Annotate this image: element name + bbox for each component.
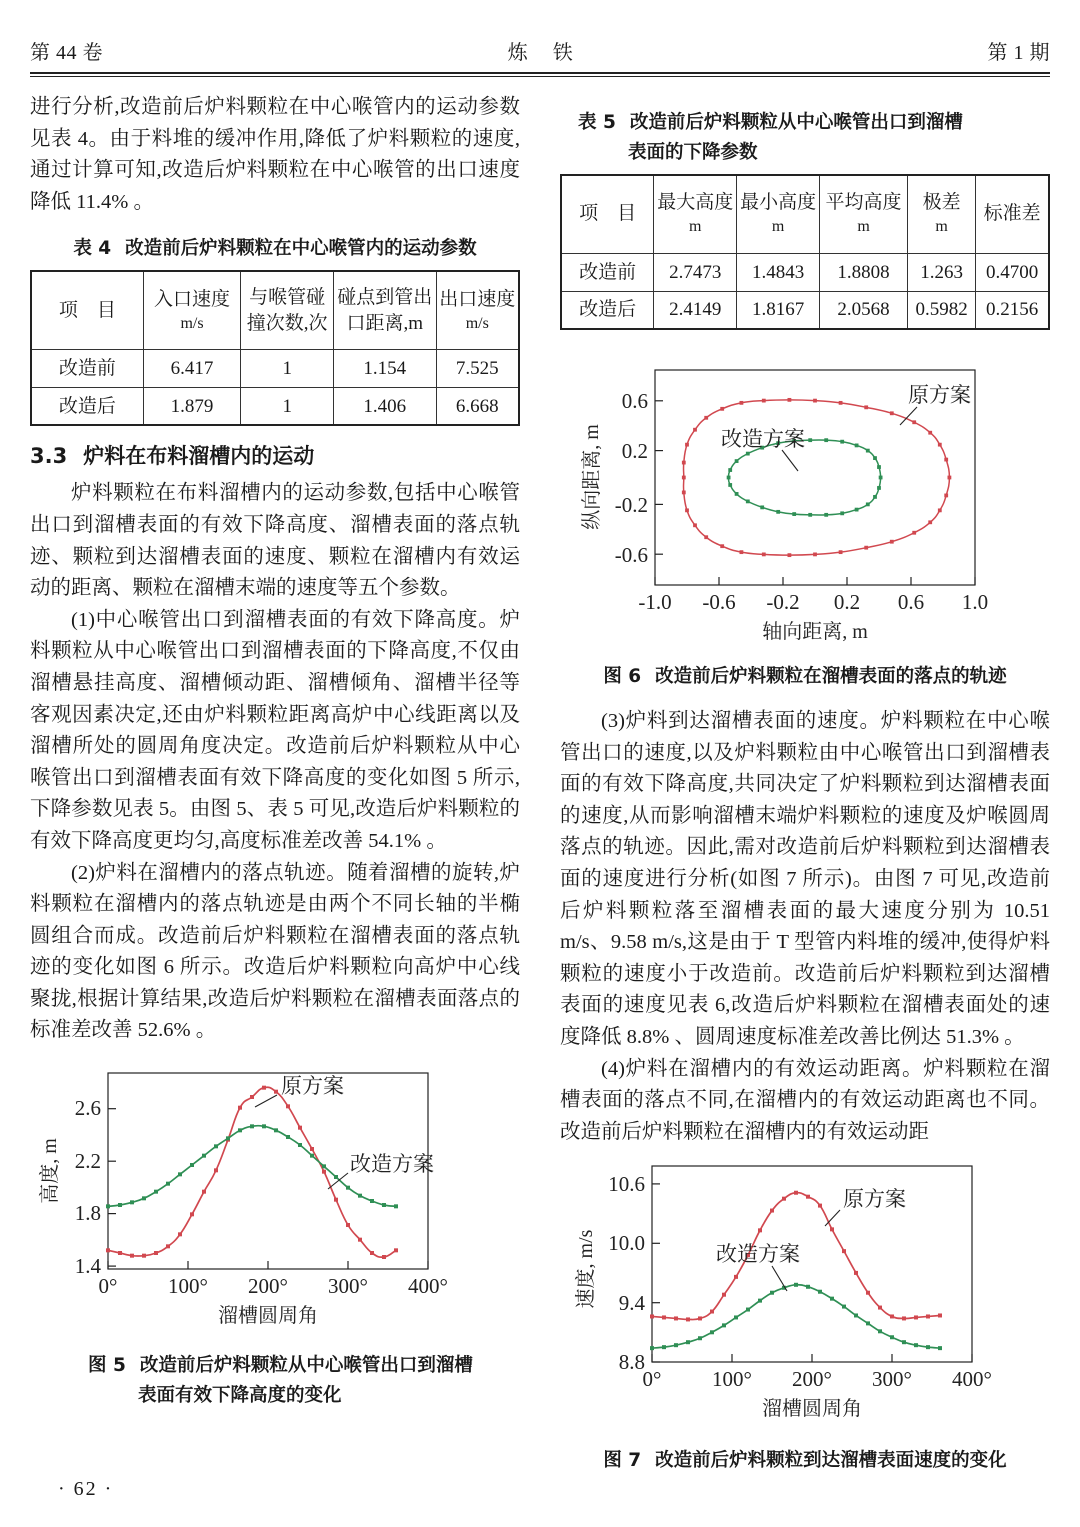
data-point bbox=[770, 1291, 774, 1295]
data-point bbox=[214, 1168, 218, 1172]
data-point bbox=[720, 544, 724, 548]
table4-col-distance: 碰点到管出 口距离,m bbox=[334, 271, 436, 349]
figure6-xtick-0-2: 0.2 bbox=[833, 590, 861, 614]
data-point bbox=[286, 1104, 290, 1108]
cell-value: 1.263 bbox=[907, 253, 975, 291]
figure6-y-axis-label: 纵向距离, m bbox=[581, 424, 603, 530]
figure5-caption bbox=[30, 1351, 520, 1411]
data-point bbox=[890, 1315, 894, 1319]
data-point bbox=[808, 513, 812, 517]
data-point bbox=[238, 1106, 242, 1110]
data-point bbox=[250, 1095, 254, 1099]
table5-col-std-dev: 标准差 bbox=[976, 175, 1049, 253]
data-point bbox=[782, 1197, 786, 1201]
data-point bbox=[674, 1343, 678, 1347]
table-4 bbox=[30, 270, 520, 426]
table5-header-row bbox=[561, 175, 1049, 253]
data-point bbox=[873, 495, 877, 499]
data-point bbox=[226, 1136, 230, 1140]
figure5-xtick-0: 0° bbox=[98, 1274, 118, 1299]
figure7-xtick-300: 300° bbox=[872, 1367, 912, 1392]
cell-value: 2.4149 bbox=[654, 291, 737, 329]
data-point bbox=[274, 1128, 278, 1132]
paragraph-continuation: 进行分析,改造前后炉料颗粒在中心喉管内的运动参数见表 4。由于料堆的缓冲作用,降低了炉料颗粒的速度,通过计算可知,改造后炉料颗粒在中心喉管的出口速度降低 11.4% 。 bbox=[30, 96, 520, 213]
data-point bbox=[298, 1143, 302, 1147]
data-point bbox=[806, 1195, 810, 1199]
cell-value: 1.4843 bbox=[737, 253, 820, 291]
data-point bbox=[788, 553, 792, 557]
data-point bbox=[806, 1285, 810, 1289]
figure5-label-modified: 改造方案 bbox=[350, 1152, 434, 1177]
data-point bbox=[926, 1315, 930, 1319]
data-point bbox=[698, 1337, 702, 1341]
data-point bbox=[262, 1086, 266, 1090]
table4-label: 表 4 bbox=[73, 238, 112, 260]
cell-value: 1.8167 bbox=[737, 291, 820, 329]
figure5-xtick-100: 100° bbox=[168, 1274, 208, 1299]
data-point bbox=[830, 1297, 834, 1301]
cell-item: 改造后 bbox=[31, 387, 143, 425]
data-point bbox=[760, 505, 764, 509]
data-point bbox=[864, 405, 868, 409]
data-point bbox=[788, 398, 792, 402]
figure-7 bbox=[560, 1154, 1050, 1476]
data-point bbox=[710, 1310, 714, 1314]
table5-col-item: 项 目 bbox=[561, 175, 654, 253]
data-point bbox=[928, 520, 932, 524]
data-point bbox=[310, 1147, 314, 1151]
data-point bbox=[238, 1128, 242, 1132]
data-point bbox=[948, 476, 952, 480]
data-point bbox=[866, 449, 870, 453]
data-point bbox=[166, 1244, 170, 1248]
figure6-label: 图 6 bbox=[603, 666, 642, 687]
data-point bbox=[686, 1318, 690, 1322]
data-point bbox=[154, 1251, 158, 1255]
paragraph-item-3: (3)炉料到达溜槽表面的速度。炉料颗粒在中心喉管出口的速度,以及炉料颗粒由中心喉管出口到溜槽表面的有效下降高度,共同决定了炉料颗粒到达溜槽表面的速度,从而影响溜槽末端炉料颗粒的速度及炉喉圆周落点的轨迹。因此,需对改造前后炉料颗粒到达溜槽表面的速度进行分析(如图 7 所示)。由图 7 可见,改造前后炉料颗粒落至溜槽表面的最大速度分别为 10.51 m/s、9.58 m/s,这是由于 T 型管内料堆的缓冲,使得炉料颗粒的速度小于改造前。改造前后炉料颗粒到达溜槽表面的速度见表 6,改造后炉料颗粒在溜槽表面处的速度降低 8.8% 、圆周速度标准差改善比例达 51.3% 。 bbox=[560, 710, 1050, 1048]
data-point bbox=[842, 1305, 846, 1309]
data-point bbox=[685, 443, 689, 447]
data-point bbox=[106, 1204, 110, 1208]
figure7-xtick-400: 400° bbox=[952, 1367, 992, 1392]
cell-value: 1.8808 bbox=[820, 253, 908, 291]
data-point bbox=[818, 1290, 822, 1294]
data-point bbox=[792, 512, 796, 516]
data-point bbox=[154, 1190, 158, 1194]
figure7-label: 图 7 bbox=[603, 1450, 642, 1472]
data-point bbox=[794, 1191, 798, 1195]
cell-value: 6.417 bbox=[143, 349, 241, 387]
data-point bbox=[864, 546, 868, 550]
figure5-x-axis-label: 溜槽圆周角 bbox=[218, 1305, 318, 1328]
figure6-xtick-neg-1-0: -1.0 bbox=[638, 590, 672, 614]
data-point bbox=[854, 1271, 858, 1275]
data-point bbox=[662, 1345, 666, 1349]
data-point bbox=[202, 1190, 206, 1194]
data-point bbox=[298, 1126, 302, 1130]
data-point bbox=[650, 1315, 654, 1319]
header-rule bbox=[30, 72, 1050, 77]
data-point bbox=[866, 502, 870, 506]
data-point bbox=[322, 1164, 326, 1168]
data-point bbox=[346, 1186, 350, 1190]
data-point bbox=[722, 1293, 726, 1297]
data-point bbox=[746, 452, 750, 456]
cell-value: 1.154 bbox=[334, 349, 436, 387]
table4-header-row bbox=[31, 271, 519, 349]
data-point bbox=[938, 443, 942, 447]
data-point bbox=[274, 1090, 278, 1094]
data-point bbox=[762, 552, 766, 556]
figure6-caption bbox=[560, 662, 1050, 692]
cell-value: 2.0568 bbox=[820, 291, 908, 329]
figure6-label-modified: 改造方案 bbox=[721, 427, 805, 451]
table5-label: 表 5 bbox=[578, 112, 616, 133]
data-point bbox=[310, 1154, 314, 1158]
cell-value: 1 bbox=[241, 387, 334, 425]
data-point bbox=[682, 476, 686, 480]
figure5-title-l1: 改造前后炉料颗粒从中心喉管出口到溜槽 bbox=[139, 1355, 473, 1377]
data-point bbox=[662, 1316, 666, 1320]
data-point bbox=[322, 1170, 326, 1174]
figure6-xtick-1-0: 1.0 bbox=[961, 590, 989, 614]
data-point bbox=[382, 1203, 386, 1207]
data-point bbox=[818, 1204, 822, 1208]
data-point bbox=[142, 1196, 146, 1200]
paragraph-item-4: (4)炉料在溜槽内的有效运动距离。炉料颗粒在溜槽表面的落点不同,在溜槽内的有效运动距离也不同。改造前后炉料颗粒在溜槽内的有效运动距 bbox=[560, 1057, 1050, 1143]
table4-col-collisions: 与喉管碰 撞次数,次 bbox=[241, 271, 334, 349]
paragraph-overview: 炉料颗粒在布料溜槽内的运动参数,包括中心喉管出口到溜槽表面的有效下降高度、溜槽表面的落点轨迹、颗粒到达溜槽表面的速度、颗粒在溜槽内有效运动的距离、颗粒在溜槽末端的速度等五个参数。 bbox=[30, 482, 520, 600]
figure7-ytick-10-0: 10.0 bbox=[608, 1231, 645, 1256]
data-point bbox=[890, 540, 894, 544]
data-point bbox=[262, 1124, 266, 1128]
figure7-ytick-9-4: 9.4 bbox=[618, 1291, 645, 1316]
data-point bbox=[840, 511, 844, 515]
data-point bbox=[346, 1223, 350, 1227]
data-point bbox=[794, 1283, 798, 1287]
data-point bbox=[370, 1199, 374, 1203]
data-point bbox=[813, 552, 817, 556]
paragraph-item-2: (2)炉料在溜槽内的落点轨迹。随着溜槽的旋转,炉料颗粒在溜槽内的落点轨迹是由两个不同长轴的半椭圆组合而成。改造前后炉料颗粒在溜槽表面的落点轨迹的变化如图 6 所示。改造后炉料颗粒向高炉中心线聚拢,根据计算结果,改造后炉料颗粒在溜槽表面落点的标准差改善 52.6% 。 bbox=[30, 861, 520, 1042]
data-point bbox=[912, 531, 916, 535]
figure5-ytick-1-4: 1.4 bbox=[74, 1254, 101, 1279]
data-point bbox=[202, 1154, 206, 1158]
table4-col-item: 项 目 bbox=[31, 271, 143, 349]
data-point bbox=[762, 399, 766, 403]
cell-value: 2.7473 bbox=[654, 253, 737, 291]
data-point bbox=[734, 1316, 738, 1320]
data-point bbox=[334, 1198, 338, 1202]
figure6-xtick-neg-0-6: -0.6 bbox=[702, 590, 736, 614]
figure6-ytick-neg-0-2: -0.2 bbox=[614, 493, 648, 517]
data-point bbox=[746, 1308, 750, 1312]
table5-title-l1: 改造前后炉料颗粒从中心喉管出口到溜槽 bbox=[629, 112, 963, 133]
data-point bbox=[878, 1330, 882, 1334]
figure5-plot bbox=[30, 1061, 460, 1341]
figure5-ytick-2-6: 2.6 bbox=[74, 1096, 101, 1121]
data-point bbox=[854, 1314, 858, 1318]
figure7-xtick-100: 100° bbox=[712, 1367, 752, 1392]
cell-value: 1 bbox=[241, 349, 334, 387]
data-point bbox=[840, 440, 844, 444]
data-point bbox=[746, 499, 750, 503]
data-point bbox=[190, 1212, 194, 1216]
section-number: 3.3 bbox=[30, 444, 68, 469]
data-point bbox=[866, 1291, 870, 1295]
figure5-title-l2: 表面有效下降高度的变化 bbox=[138, 1385, 342, 1407]
table-row bbox=[561, 253, 1049, 291]
data-point bbox=[902, 1341, 906, 1345]
data-point bbox=[698, 1317, 702, 1321]
table5-col-max-height: 最大高度 m bbox=[654, 175, 737, 253]
figure7-label-original: 原方案 bbox=[843, 1187, 906, 1212]
data-point bbox=[740, 401, 744, 405]
data-point bbox=[722, 1324, 726, 1328]
data-point bbox=[358, 1238, 362, 1242]
figure6-ytick-neg-0-6: -0.6 bbox=[614, 543, 648, 567]
data-point bbox=[704, 535, 708, 539]
section-title: 炉料在布料溜槽内的运动 bbox=[83, 444, 315, 469]
cell-value: 1.406 bbox=[334, 387, 436, 425]
data-point bbox=[286, 1135, 290, 1139]
figure5-y-axis-label: 高度, m bbox=[39, 1138, 61, 1204]
data-point bbox=[130, 1254, 134, 1258]
figure7-ytick-8-8: 8.8 bbox=[618, 1350, 645, 1375]
data-point bbox=[693, 428, 697, 432]
data-point bbox=[839, 550, 843, 554]
data-point bbox=[944, 494, 948, 498]
data-point bbox=[877, 486, 881, 490]
data-point bbox=[914, 1316, 918, 1320]
table4-title: 改造前后炉料颗粒在中心喉管内的运动参数 bbox=[125, 238, 477, 260]
figure-5 bbox=[30, 1061, 520, 1411]
data-point bbox=[728, 468, 732, 472]
figure-6 bbox=[560, 352, 1050, 692]
figure7-xtick-200: 200° bbox=[792, 1367, 832, 1392]
data-point bbox=[682, 491, 686, 495]
table4-col-inlet-speed: 入口速度 m/s bbox=[143, 271, 241, 349]
figure7-title: 改造前后炉料颗粒到达溜槽表面速度的变化 bbox=[655, 1450, 1007, 1472]
section-heading-3-3 bbox=[30, 440, 520, 470]
data-point bbox=[855, 444, 859, 448]
figure5-xtick-300: 300° bbox=[328, 1274, 368, 1299]
figure7-x-axis-label: 溜槽圆周角 bbox=[762, 1398, 862, 1421]
table4-caption bbox=[30, 234, 520, 264]
cell-value: 1.879 bbox=[143, 387, 241, 425]
table5-title-l2: 表面的下降参数 bbox=[628, 142, 758, 163]
data-point bbox=[824, 438, 828, 442]
data-point bbox=[758, 1299, 762, 1303]
data-point bbox=[842, 1249, 846, 1253]
paragraph-item-1: (1)中心喉管出口到溜槽表面的有效下降高度。炉料颗粒从中心喉管出口到溜槽表面的下降高度,不仅由溜槽悬挂高度、溜槽倾动距、溜槽倾角、溜槽半径等客观因素决定,还由炉料颗粒距离高炉中心线距离以及溜槽所处的圆周角度决定。改造前后炉料颗粒从中心喉管出口到溜槽表面有效下降高度的变化如图 5 所示,下降参数见表 5。由图 5、表 5 可见,改造后炉料颗粒的有效下降高度更均匀,高度标准差改善 54.1% 。 bbox=[30, 608, 520, 852]
table4-col-outlet-speed: 出口速度 m/s bbox=[436, 271, 519, 349]
data-point bbox=[710, 1331, 714, 1335]
data-point bbox=[728, 483, 732, 487]
data-point bbox=[890, 1336, 894, 1340]
figure7-y-axis-label: 速度, m/s bbox=[575, 1229, 597, 1309]
data-point bbox=[866, 1322, 870, 1326]
figure7-ytick-10-6: 10.6 bbox=[608, 1172, 645, 1197]
data-point bbox=[370, 1251, 374, 1255]
table5-col-avg-height: 平均高度 m bbox=[820, 175, 908, 253]
data-point bbox=[382, 1255, 386, 1259]
figure5-label-original: 原方案 bbox=[281, 1074, 344, 1099]
data-point bbox=[358, 1194, 362, 1198]
figure6-title: 改造前后炉料颗粒在溜槽表面的落点的轨迹 bbox=[655, 666, 1007, 687]
figure5-xtick-200: 200° bbox=[248, 1274, 288, 1299]
table-row bbox=[31, 349, 519, 387]
data-point bbox=[824, 513, 828, 517]
figure7-plot bbox=[560, 1154, 1010, 1436]
figure6-plot bbox=[560, 352, 1030, 652]
data-point bbox=[190, 1163, 194, 1167]
data-point bbox=[735, 492, 739, 496]
data-point bbox=[142, 1254, 146, 1258]
data-point bbox=[166, 1182, 170, 1186]
data-point bbox=[394, 1248, 398, 1252]
data-point bbox=[735, 459, 739, 463]
data-point bbox=[902, 1317, 906, 1321]
figure7-caption bbox=[560, 1446, 1050, 1476]
data-point bbox=[770, 1209, 774, 1213]
data-point bbox=[808, 438, 812, 442]
data-point bbox=[118, 1251, 122, 1255]
page-number: · 62 · bbox=[58, 1478, 114, 1500]
data-point bbox=[776, 510, 780, 514]
data-point bbox=[928, 431, 932, 435]
data-point bbox=[674, 1317, 678, 1321]
data-point bbox=[938, 1314, 942, 1318]
data-point bbox=[214, 1144, 218, 1148]
table5-caption bbox=[560, 108, 1050, 168]
running-head bbox=[30, 36, 1050, 65]
figure6-ytick-0-6: 0.6 bbox=[621, 389, 648, 413]
data-point bbox=[178, 1172, 182, 1176]
figure6-xtick-neg-0-2: -0.2 bbox=[766, 590, 800, 614]
cell-item: 改造后 bbox=[561, 291, 654, 329]
figure6-label-original: 原方案 bbox=[908, 383, 971, 407]
right-column bbox=[560, 92, 1050, 1476]
data-point bbox=[250, 1124, 254, 1128]
figure5-label: 图 5 bbox=[88, 1355, 126, 1377]
cell-item: 改造前 bbox=[31, 349, 143, 387]
data-point bbox=[693, 523, 697, 527]
data-point bbox=[855, 508, 859, 512]
data-point bbox=[938, 508, 942, 512]
data-point bbox=[873, 456, 877, 460]
data-point bbox=[686, 1341, 690, 1345]
data-point bbox=[178, 1232, 182, 1236]
data-point bbox=[926, 1345, 930, 1349]
data-point bbox=[938, 1346, 942, 1350]
data-point bbox=[878, 1306, 882, 1310]
figure6-xtick-0-6: 0.6 bbox=[897, 590, 925, 614]
data-point bbox=[394, 1204, 398, 1208]
figure5-xtick-400: 400° bbox=[408, 1274, 448, 1299]
table5-col-range: 极差 m bbox=[907, 175, 975, 253]
figure5-ytick-2-2: 2.2 bbox=[74, 1149, 101, 1174]
data-point bbox=[334, 1175, 338, 1179]
data-point bbox=[130, 1200, 134, 1204]
cell-item: 改造前 bbox=[561, 253, 654, 291]
cell-value: 7.525 bbox=[436, 349, 519, 387]
left-column bbox=[30, 92, 520, 1411]
table5-col-min-height: 最小高度 m bbox=[737, 175, 820, 253]
figure6-x-axis-label: 轴向距离, m bbox=[762, 621, 868, 643]
data-point bbox=[650, 1346, 654, 1350]
figure7-xtick-0: 0° bbox=[642, 1367, 662, 1392]
data-point bbox=[685, 508, 689, 512]
figure7-plot-frame bbox=[652, 1166, 972, 1362]
figure6-ytick-0-2: 0.2 bbox=[621, 439, 648, 463]
figure5-ytick-1-8: 1.8 bbox=[74, 1201, 101, 1226]
data-point bbox=[734, 1275, 738, 1279]
journal-name: 炼 铁 bbox=[507, 42, 583, 64]
cell-value: 0.4700 bbox=[976, 253, 1049, 291]
data-point bbox=[682, 461, 686, 465]
issue-label: 第 1 期 bbox=[987, 42, 1050, 64]
data-point bbox=[758, 1229, 762, 1233]
data-point bbox=[877, 465, 881, 469]
data-point bbox=[106, 1248, 110, 1252]
data-point bbox=[914, 1343, 918, 1347]
cell-value: 0.5982 bbox=[907, 291, 975, 329]
data-point bbox=[813, 399, 817, 403]
table-row bbox=[31, 387, 519, 425]
cell-value: 0.2156 bbox=[976, 291, 1049, 329]
data-point bbox=[704, 416, 708, 420]
data-point bbox=[944, 458, 948, 462]
volume-label: 第 44 卷 bbox=[30, 42, 103, 64]
table-row bbox=[561, 291, 1049, 329]
data-point bbox=[727, 476, 731, 480]
data-point bbox=[879, 476, 883, 480]
data-point bbox=[720, 407, 724, 411]
data-point bbox=[830, 1228, 834, 1232]
table-5 bbox=[560, 174, 1050, 330]
data-point bbox=[118, 1203, 122, 1207]
data-point bbox=[890, 411, 894, 415]
data-point bbox=[839, 401, 843, 405]
figure7-label-modified: 改造方案 bbox=[716, 1242, 800, 1267]
cell-value: 6.668 bbox=[436, 387, 519, 425]
data-point bbox=[912, 420, 916, 424]
data-point bbox=[740, 550, 744, 554]
